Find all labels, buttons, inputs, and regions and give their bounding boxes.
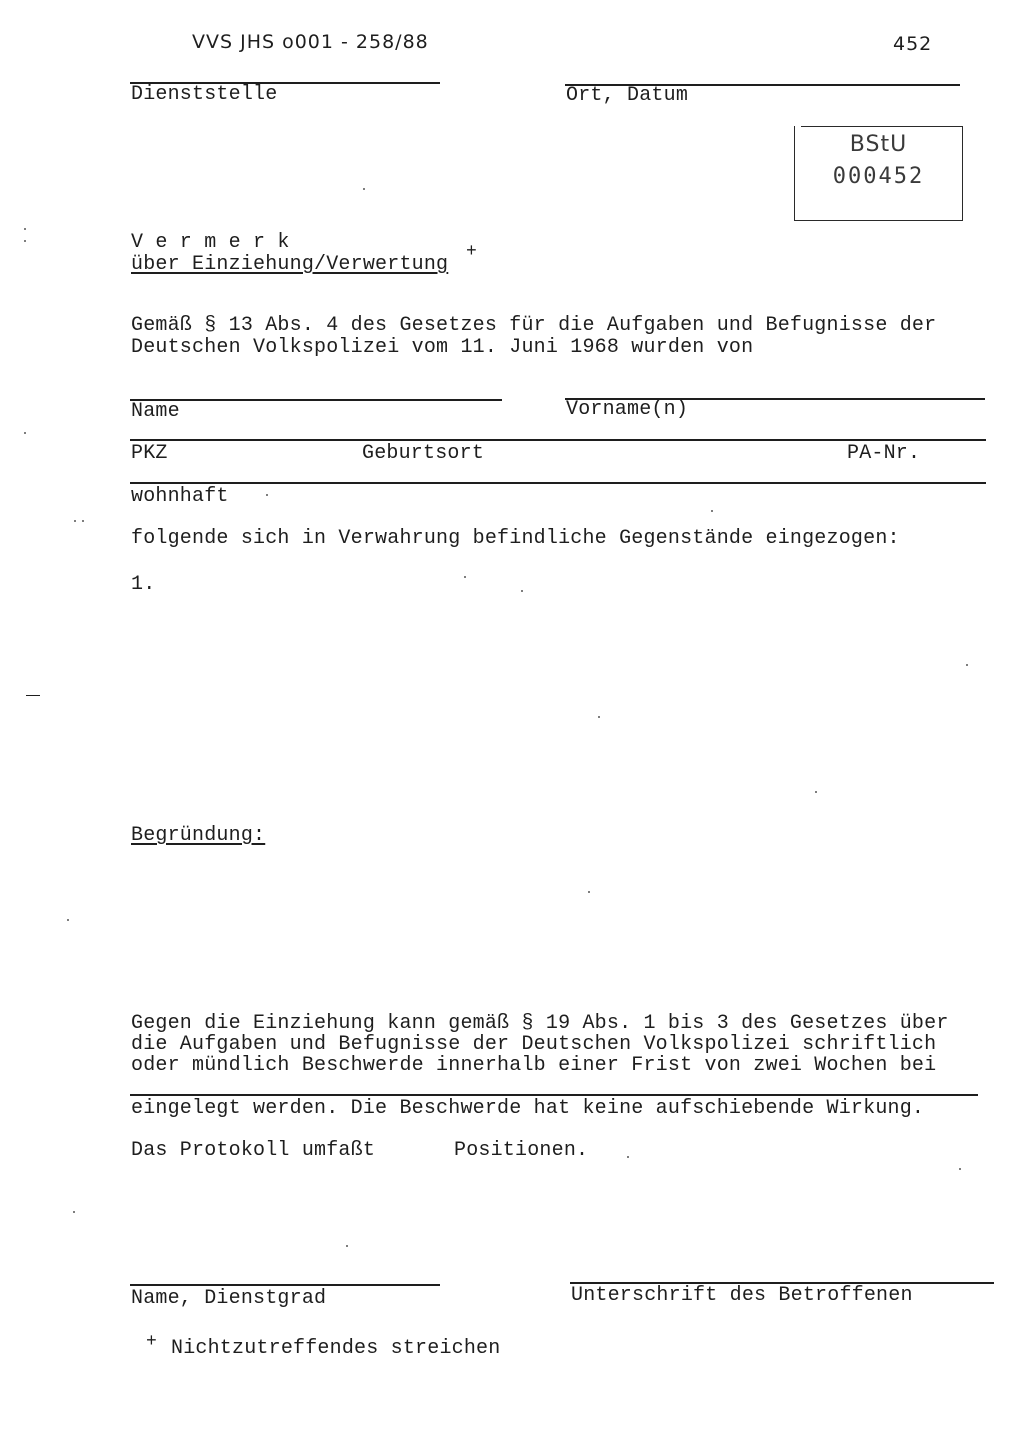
- scan-speck: [363, 188, 365, 190]
- item-1: 1.: [131, 573, 156, 596]
- scan-speck: [266, 494, 268, 496]
- items-intro: folgende sich in Verwahrung befindliche Gegenstände eingezogen:: [131, 527, 900, 550]
- dienststelle-label: Dienststelle: [131, 83, 278, 106]
- beschwerde-stelle-line[interactable]: [130, 1094, 978, 1096]
- wohnhaft-line[interactable]: [130, 482, 986, 484]
- geburtsort-label: Geburtsort: [362, 442, 485, 465]
- scan-speck: [73, 1211, 75, 1213]
- pa-nr-label: PA-Nr.: [847, 442, 921, 465]
- pkz-label: PKZ: [131, 442, 168, 465]
- scan-speck: [959, 1168, 961, 1170]
- bstu-archive-stamp: [794, 126, 963, 221]
- scan-speck: [24, 240, 26, 242]
- scan-speck: [627, 1156, 629, 1158]
- scan-speck: [67, 919, 69, 921]
- signature-right-label: Unterschrift des Betroffenen: [571, 1284, 913, 1307]
- appeal-line-3: oder mündlich Beschwerde innerhalb einer Frist von zwei Wochen bei: [131, 1054, 937, 1077]
- footnote-text: Nichtzutreffendes streichen: [171, 1337, 501, 1360]
- wohnhaft-label: wohnhaft: [131, 485, 229, 508]
- scan-speck: [966, 664, 968, 666]
- begruendung-label: Begründung:: [131, 824, 266, 847]
- document-reference: VVS JHS o001 - 258/88: [192, 31, 429, 53]
- signature-left-line[interactable]: [130, 1284, 440, 1286]
- ort-datum-label: Ort, Datum: [566, 84, 689, 107]
- scan-speck: [588, 891, 590, 893]
- scan-speck: [521, 590, 523, 592]
- stamp-number: 000452: [832, 164, 925, 189]
- intro-line-2: Deutschen Volkspolizei vom 11. Juni 1968 wurden von: [131, 336, 754, 359]
- title-footnote-marker: +: [466, 242, 478, 262]
- scan-speck: [82, 520, 84, 522]
- scan-speck: [711, 510, 713, 512]
- intro-line-1: Gemäß § 13 Abs. 4 des Gesetzes für die Aufgaben und Befugnisse der: [131, 314, 937, 337]
- appeal-line-4: eingelegt werden. Die Beschwerde hat keine aufschiebende Wirkung.: [131, 1097, 925, 1120]
- scan-speck: [24, 228, 26, 230]
- protocol-prefix: Das Protokoll umfaßt: [131, 1139, 376, 1162]
- stamp-top-border: [801, 126, 962, 127]
- appeal-line-1: Gegen die Einziehung kann gemäß § 19 Abs. 1 bis 3 des Gesetzes über: [131, 1012, 949, 1035]
- footnote-marker: +: [146, 1332, 158, 1352]
- pkz-geburtsort-pa-line[interactable]: [130, 439, 986, 441]
- scan-speck: [815, 791, 817, 793]
- page-number: 452: [893, 33, 933, 55]
- scan-speck: [598, 716, 600, 718]
- protocol-suffix: Positionen.: [454, 1139, 589, 1162]
- scan-speck: [346, 1245, 348, 1247]
- stamp-label: BStU: [849, 132, 908, 157]
- name-label: Name: [131, 400, 180, 423]
- title-vermerk: V e r m e r k: [131, 231, 290, 254]
- scan-speck: [24, 432, 26, 434]
- scan-speck: [464, 576, 466, 578]
- title-subject: über Einziehung/Verwertung: [131, 253, 449, 276]
- signature-left-label: Name, Dienstgrad: [131, 1287, 327, 1310]
- appeal-line-2: die Aufgaben und Befugnisse der Deutschen Volkspolizei schriftlich: [131, 1033, 937, 1056]
- scan-mark: [26, 695, 40, 696]
- vorname-label: Vorname(n): [566, 398, 689, 421]
- scan-speck: [74, 520, 76, 522]
- name-line[interactable]: [130, 399, 502, 401]
